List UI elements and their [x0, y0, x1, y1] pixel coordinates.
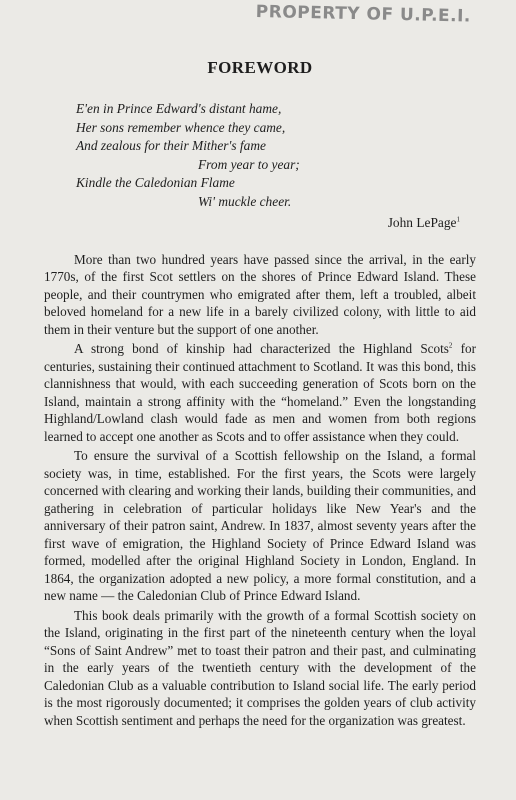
page-title: FOREWORD — [207, 58, 313, 77]
poem-line: Wi' muckle cheer. — [198, 193, 292, 209]
paragraph-text: for centuries, sustaining their continued attachment to Scotland. It was this bond, this clannishness that would, with each succeeding generation of Scots born on the Island, maintain a strong affinity with the “homeland.” Even the longstanding Highland/Lowland clash would fade as men and women from both regions learned to accept one another as Scots and to offer assistance when they could. — [44, 341, 476, 444]
poem-line: From year to year; — [198, 156, 300, 172]
epigraph-poem — [76, 100, 476, 212]
poem-line: And zealous for their Mither's fame — [76, 138, 266, 154]
poem-attribution — [44, 215, 460, 231]
paragraph: To ensure the survival of a Scottish fellowship on the Island, a formal society was, in time, established. For the first years, the Scots were largely concerned with clearing and working their lands, building their communities, and gathering in celebration of particular holidays like New Year's and the anniversary of their patron saint, Andrew. In 1837, almost seventy years after the first wave of emigration, the Highland Society of Prince Edward Island was formed, modelled after the original Highland Society in London, England. In 1864, the organization adopted a new policy, a more formal constitution, and a new name — the Caledonian Club of Prince Edward Island. — [44, 448, 476, 604]
property-stamp: PROPERTY OF U.P.E.I. — [255, 2, 472, 27]
paragraph — [44, 340, 476, 445]
poem-line: E'en in Prince Edward's distant hame, — [76, 101, 282, 116]
poem-line: Kindle the Caledonian Flame — [76, 175, 235, 191]
paragraph: This book deals primarily with the growth of a formal Scottish society on the Island, originating in the first part of the nineteenth century when the loyal “Sons of Saint Andrew” met to toast their patron and their past, and culminating in the early years of the twentieth century with the development of the Caledonian Club as a valuable contribution to Island social life. The early period is the most rigorously documented; it comprises the golden years of club activity when Scottish sentiment and perhaps the need for the organization was greatest. — [44, 607, 476, 728]
footnote-marker: 1 — [456, 215, 460, 224]
poem-author: John LePage — [387, 214, 457, 230]
footnote-marker: 2 — [448, 341, 453, 350]
foreword-page — [44, 58, 476, 731]
paragraph: More than two hundred years have passed since the arrival, in the early 1770s, of the first Scot settlers on the shores of Prince Edward Island. These people, and their countrymen who emigrated after them, left a troubled, albeit beloved homeland for a new life in a barely civilized colony, with little to aid them in their venture but the support of one another. — [44, 251, 476, 337]
poem-line: Her sons remember whence they came, — [76, 119, 286, 135]
foreword-body — [44, 251, 476, 730]
paragraph-text: A strong bond of kinship had characterized the Highland Scots — [74, 341, 449, 357]
